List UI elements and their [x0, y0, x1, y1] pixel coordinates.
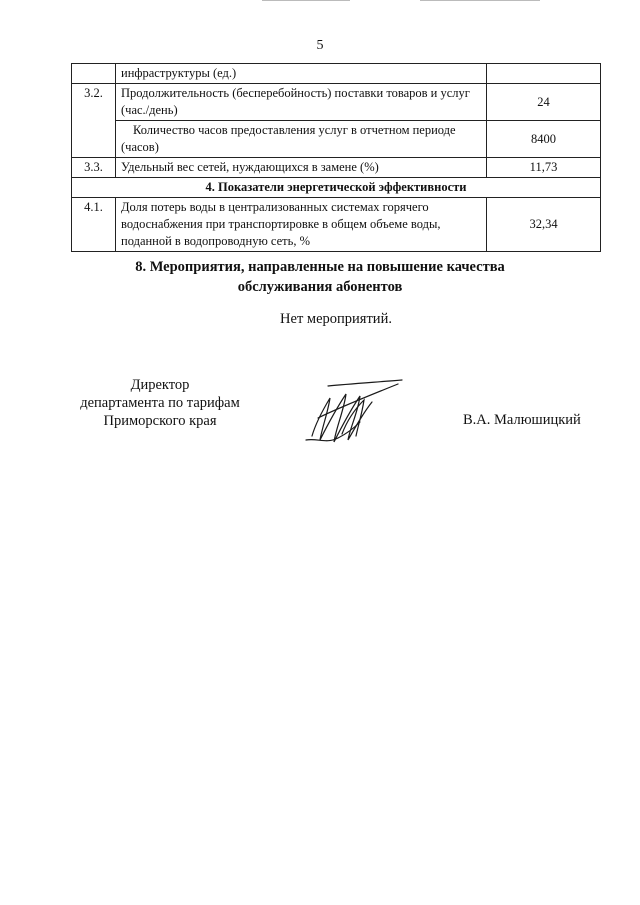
- row-text: Удельный вес сетей, нуждающихся в замене (%): [116, 158, 487, 178]
- table-section-row: [72, 178, 601, 198]
- no-measures-text: Нет мероприятий.: [280, 311, 392, 327]
- row-value: 11,73: [487, 158, 601, 178]
- row-value: 24: [487, 84, 601, 121]
- page-number: 5: [316, 38, 324, 53]
- section-heading-line: 8. Мероприятия, направленные на повышение качества: [135, 259, 505, 275]
- table-row: [72, 64, 601, 84]
- signer-title-line: департамента по тарифам: [80, 395, 240, 411]
- handwritten-signature: [298, 378, 408, 448]
- scan-edge: [420, 0, 540, 1]
- row-number: 3.3.: [72, 158, 116, 178]
- section-heading: [0, 257, 640, 297]
- row-text: Продолжительность (бесперебойность) поставки товаров и услуг (час./день): [116, 84, 487, 121]
- row-number: [72, 64, 116, 84]
- row-number: 3.2.: [72, 84, 116, 158]
- scan-edge: [262, 0, 350, 1]
- signer-title: [60, 376, 260, 430]
- table-row: [72, 121, 601, 158]
- row-number: 4.1.: [72, 198, 116, 252]
- section-title: 4. Показатели энергетической эффективности: [72, 178, 601, 198]
- signer-title-line: Приморского края: [103, 413, 217, 429]
- row-value: 8400: [487, 121, 601, 158]
- indicators-table: [71, 63, 601, 252]
- signer-name: В.А. Малюшицкий: [463, 412, 581, 428]
- table-row: [72, 198, 601, 252]
- section-heading-line: обслуживания абонентов: [237, 279, 403, 295]
- row-text: инфраструктуры (ед.): [116, 64, 487, 84]
- row-text: Доля потерь воды в централизованных системах горячего водоснабжения при транспортировке в общем объеме воды, поданной в водопроводную сеть, %: [116, 198, 487, 252]
- row-value: 32,34: [487, 198, 601, 252]
- table-row: [72, 84, 601, 121]
- row-value: [487, 64, 601, 84]
- row-text: Количество часов предоставления услуг в отчетном периоде (часов): [116, 121, 487, 158]
- table-row: [72, 158, 601, 178]
- signer-title-line: Директор: [130, 377, 190, 393]
